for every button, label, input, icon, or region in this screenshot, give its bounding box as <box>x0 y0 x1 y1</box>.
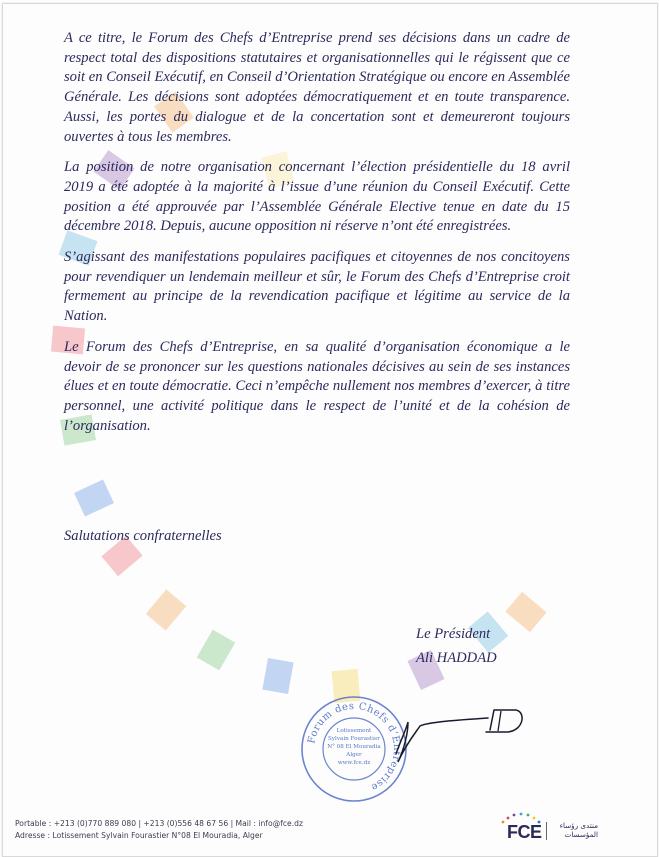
letter-body <box>64 29 570 447</box>
letter-page <box>2 3 658 857</box>
logo-divider <box>546 822 547 840</box>
footer-contact-line: Portable : +213 (0)770 889 080 | +213 (0)556 48 67 56 | Mail : info@fce.dz <box>15 819 303 828</box>
signatory-name: Ali HADDAD <box>416 650 497 666</box>
signatory-block <box>416 622 497 670</box>
watermark-tile <box>197 630 236 671</box>
stamp-line: Alger <box>346 752 362 758</box>
paragraph: A ce titre, le Forum des Chefs d’Entreprise prend ses décisions dans un cadre de respect total des dispositions statutaires et organisationnelles qui le régissent que ce soit en Conseil Exécutif, en Conseil d’Orientation Stratégique ou encore en Assemblée Générale. Les décisions sont adoptées démocratiquement et en toute transparence. Aussi, les portes du dialogue et de la concertation sont et demeureront toujours ouvertes à tous les membres. <box>64 30 570 145</box>
watermark-tile <box>505 592 546 632</box>
stamp-line: N° 08 El Mouradia <box>327 744 381 750</box>
stamp-line: Lotissement <box>336 728 372 734</box>
logo-text: FCE <box>507 822 542 842</box>
paragraph: S’agissant des manifestations populaires pacifiques et citoyennes de nos concitoyens pour revendiquer un lendemain meilleur et sûr, le Forum des Chefs d’Entreprise croit fermement au principe de la revendication pacifique et légitime au service de la Nation. <box>64 249 570 325</box>
handwritten-signature <box>358 704 528 774</box>
watermark-tile <box>146 589 186 630</box>
paragraph: Le Forum des Chefs d’Entreprise, en sa qualité d’organisation économique a le devoir de se prononcer sur les questions nationales décisives au sein de ses instances élues et en toute démocratie. Ceci n’empêche nullement nos membres d’exercer, à titre personnel, une activité politique dans le respect de l’unité et de la cohésion de l’organisation. <box>64 338 570 434</box>
stamp-ring-text: Forum des Chefs d’Entreprise <box>306 700 403 793</box>
footer-address-line: Adresse : Lotissement Sylvain Fourastier N°08 El Mouradia, Alger <box>15 830 263 840</box>
watermark-tile <box>74 479 114 516</box>
footer-contact <box>15 818 303 841</box>
logo-arabic-line: منتدى رؤساء <box>559 821 598 830</box>
signatory-title: Le Président <box>416 626 491 642</box>
stamp-line: www.fce.dz <box>337 760 371 766</box>
logo-arabic-line: المؤسسات <box>564 829 598 839</box>
fce-logo <box>489 808 619 848</box>
stamp-line: Sylvain Fourastier <box>328 736 380 742</box>
logo-arabic <box>552 822 598 839</box>
watermark-tile <box>262 658 293 694</box>
salutation: Salutations confraternelles <box>64 528 222 544</box>
paragraph: La position de notre organisation concernant l’élection présidentielle du 18 avril 2019 a été adoptée à la majorité à l’issue d’une réunion du Conseil Exécutif. Cette position a été approuvée par l’Assemblée Générale Elective tenue en date du 15 décembre 2018. Depuis, aucune opposition ni réserve n’ont été enregistrées. <box>64 159 570 235</box>
